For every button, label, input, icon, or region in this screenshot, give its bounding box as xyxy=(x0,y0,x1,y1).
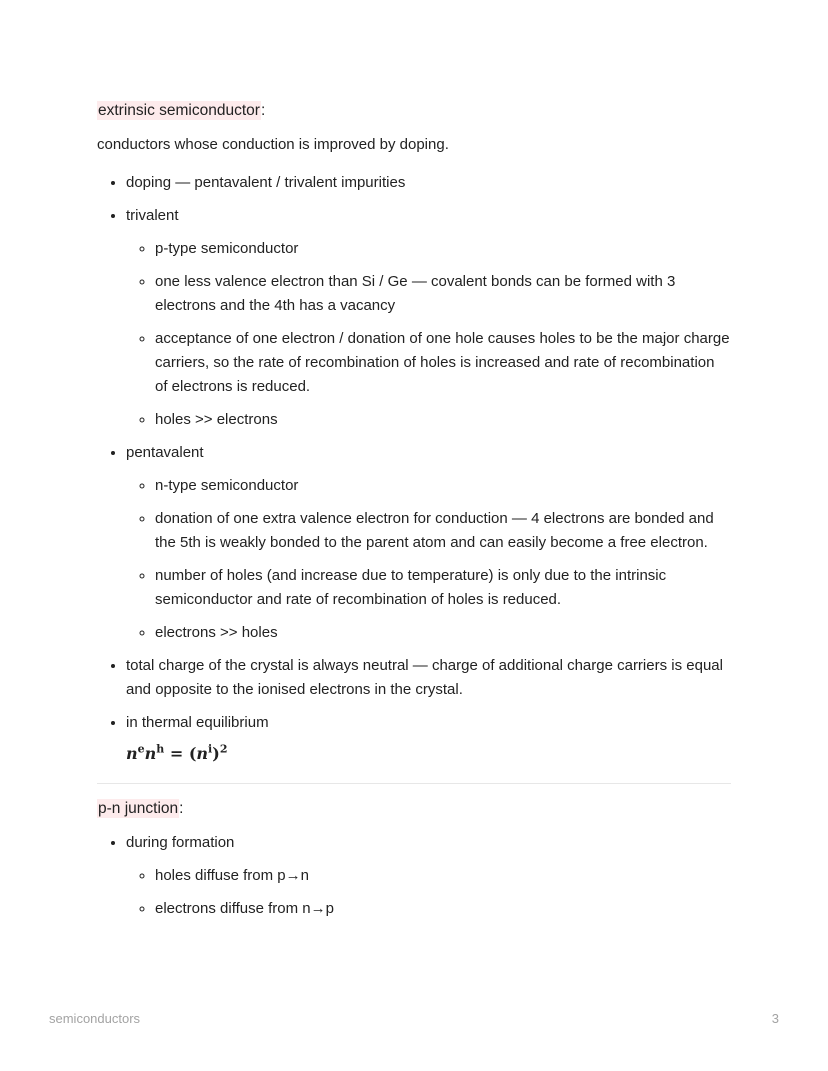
list-item xyxy=(155,507,731,555)
sub-bullet-list xyxy=(126,474,731,645)
bullet-text: number of holes (and increase due to temperature) is only due to the intrinsic semiconductor and rate of recombination of holes is reduced. xyxy=(155,567,667,608)
bullet-text: trivalent xyxy=(126,207,179,224)
list-item xyxy=(155,408,731,432)
bullet-text: holes >> electrons xyxy=(155,411,278,428)
footer-doc-title: semiconductors xyxy=(49,1011,141,1026)
bullet-text: n-type semiconductor xyxy=(155,477,299,494)
bullet-text: total charge of the crystal is always neutral — charge of additional charge carriers is equal and opposite to the ionised electrons in the crystal. xyxy=(126,657,723,698)
equation-paren: ) xyxy=(212,744,220,763)
list-item xyxy=(155,897,731,921)
list-item xyxy=(155,270,731,318)
equation-superscript: h xyxy=(156,742,165,756)
equation-var: n xyxy=(126,744,138,763)
footer-page-number: 3 xyxy=(771,1011,779,1026)
page-footer xyxy=(49,1011,779,1026)
equation-superscript: i xyxy=(208,742,213,756)
list-item xyxy=(155,327,731,399)
bullet-list xyxy=(97,831,731,921)
equation-superscript: e xyxy=(137,742,145,756)
list-item xyxy=(126,654,731,702)
highlighted-heading-text: p-n junction xyxy=(98,800,179,817)
heading-colon: : xyxy=(260,102,266,119)
bullet-text: in thermal equilibrium xyxy=(126,714,269,731)
bullet-text: during formation xyxy=(126,834,235,851)
list-item xyxy=(126,831,731,921)
list-item xyxy=(126,171,731,195)
equation xyxy=(126,744,227,763)
bullet-text: doping — pentavalent / trivalent impurities xyxy=(126,174,406,191)
section-heading-pn-junction xyxy=(97,798,731,819)
highlighted-heading-text: extrinsic semiconductor xyxy=(98,102,260,119)
bullet-text: electrons diffuse from n→p xyxy=(155,900,334,917)
equation-superscript: 2 xyxy=(219,742,228,756)
bullet-text: acceptance of one electron / donation of one hole causes holes to be the major charge carriers, so the rate of recombination of holes is increased and rate of recombination of electrons is reduced. xyxy=(155,330,730,395)
equation-var: n xyxy=(144,744,157,763)
bullet-text: p-type semiconductor xyxy=(155,240,299,257)
section-divider xyxy=(97,783,731,784)
list-item xyxy=(126,711,731,767)
bullet-text: donation of one extra valence electron for conduction — 4 electrons are bonded and the 5th is weakly bonded to the parent atom and can easily become a free electron. xyxy=(155,510,714,551)
equation-operator: = ( xyxy=(164,744,197,763)
bullet-text: pentavalent xyxy=(126,444,204,461)
intro-paragraph: conductors whose conduction is improved by doping. xyxy=(97,136,449,153)
list-item xyxy=(155,564,731,612)
list-item xyxy=(155,474,731,498)
bullet-list xyxy=(97,171,731,767)
bullet-text: holes diffuse from p→n xyxy=(155,867,309,884)
heading-colon: : xyxy=(179,800,184,817)
document-content xyxy=(97,100,731,930)
list-item xyxy=(126,204,731,432)
list-item xyxy=(155,864,731,888)
list-item xyxy=(126,441,731,645)
equation-var: n xyxy=(196,744,209,763)
bullet-text: electrons >> holes xyxy=(155,624,278,641)
sub-bullet-list xyxy=(126,864,731,921)
list-item xyxy=(155,621,731,645)
list-item xyxy=(155,237,731,261)
sub-bullet-list xyxy=(126,237,731,432)
equation-line xyxy=(126,742,731,767)
section-heading-extrinsic xyxy=(97,100,731,121)
bullet-text: one less valence electron than Si / Ge — covalent bonds can be formed with 3 electrons and the 4th has a vacancy xyxy=(155,273,676,314)
